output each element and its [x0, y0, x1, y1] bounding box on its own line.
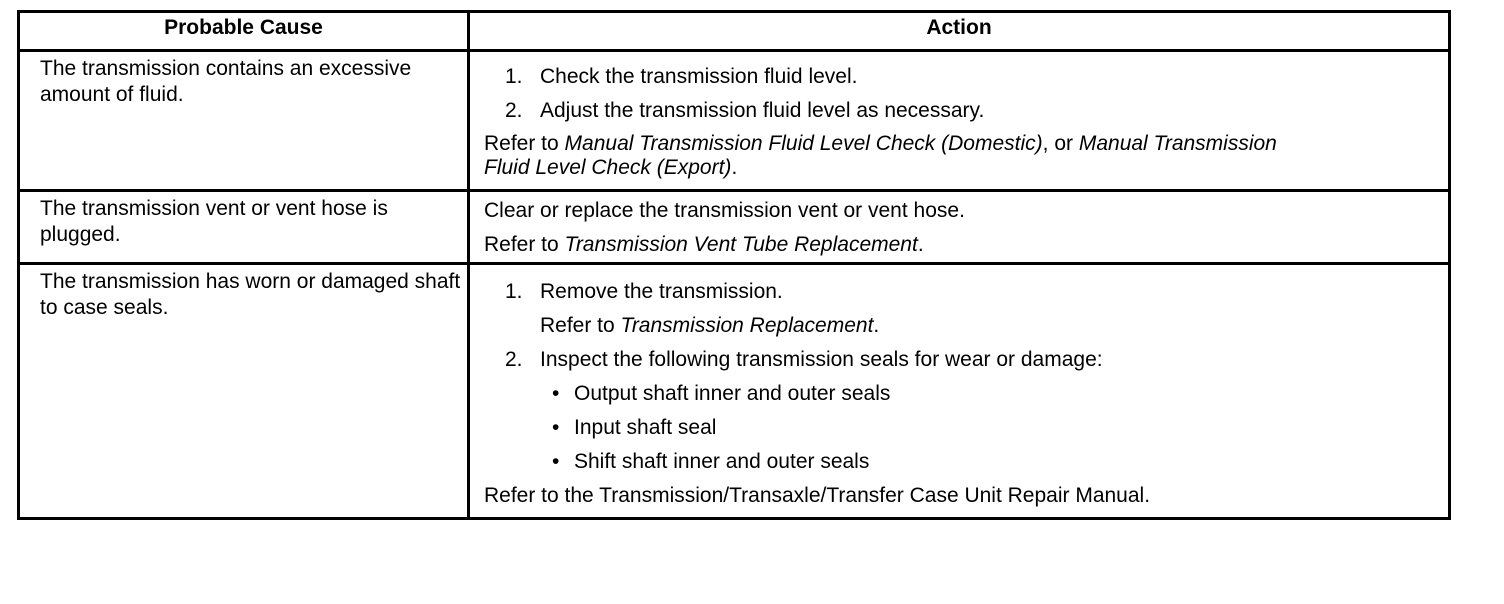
diagnostic-table: [17, 10, 1451, 520]
action-cell: [470, 265, 1448, 517]
table-row: [20, 189, 1448, 262]
step-number: 1.: [505, 65, 523, 88]
refer-link[interactable]: Transmission Replacement: [620, 314, 874, 337]
bullet-item: [484, 381, 1438, 407]
step-text: Adjust the transmission fluid level as necessary.: [540, 99, 985, 122]
bullet-item: [484, 449, 1438, 475]
step-number: 1.: [505, 280, 523, 303]
header-action: Action: [926, 16, 992, 39]
table-row: [20, 49, 1448, 189]
numbered-step: [484, 279, 1438, 305]
step-number: 2.: [505, 99, 523, 122]
refer-link[interactable]: Manual Transmission Fluid Level Check (Domestic): [564, 132, 1043, 155]
action-cell: [470, 192, 1448, 262]
bullet-icon: •: [552, 450, 560, 473]
bullet-item: [484, 415, 1438, 441]
cause-cell: The transmission vent or vent hose is plugged.: [20, 192, 470, 262]
step-text: Remove the transmission.: [540, 280, 783, 303]
refer-link[interactable]: Transmission Vent Tube Replacement: [564, 233, 918, 256]
header-probable-cause: Probable Cause: [20, 13, 470, 49]
step-text: Check the transmission fluid level.: [540, 65, 858, 88]
refer-separator: , or: [1042, 132, 1079, 155]
numbered-step: [484, 347, 1438, 373]
step-text: Inspect the following transmission seals for wear or damage:: [540, 348, 1103, 371]
step-refer-text: [484, 313, 1438, 339]
action-text: Clear or replace the transmission vent or vent hose.: [484, 199, 965, 222]
step-number: 2.: [505, 348, 523, 371]
bullet-text: Shift shaft inner and outer seals: [574, 450, 870, 473]
refer-text: [484, 132, 1438, 180]
refer-prefix: Refer to: [484, 132, 565, 155]
bullet-icon: •: [552, 416, 560, 439]
refer-link[interactable]: Manual Transmission Fluid Level Check (Export): [484, 132, 1277, 179]
refer-prefix: Refer to: [540, 314, 621, 337]
refer-text: [484, 232, 1438, 258]
refer-suffix: .: [873, 314, 880, 337]
refer-text: Refer to the Transmission/Transaxle/Transfer Case Unit Repair Manual.: [484, 484, 1151, 507]
cause-cell: The transmission has worn or damaged shaft to case seals.: [20, 265, 470, 517]
bullet-icon: •: [552, 382, 560, 405]
action-cell: [470, 52, 1448, 189]
refer-suffix: .: [731, 156, 738, 179]
refer-suffix: .: [917, 233, 924, 256]
table-row: [20, 262, 1448, 517]
refer-prefix: Refer to: [484, 233, 565, 256]
numbered-step: [484, 98, 1438, 124]
table-header-row: [20, 13, 1448, 49]
bullet-text: Input shaft seal: [574, 416, 717, 439]
numbered-step: [484, 64, 1438, 90]
cause-cell: The transmission contains an excessive amount of fluid.: [20, 52, 470, 189]
bullet-text: Output shaft inner and outer seals: [574, 382, 891, 405]
